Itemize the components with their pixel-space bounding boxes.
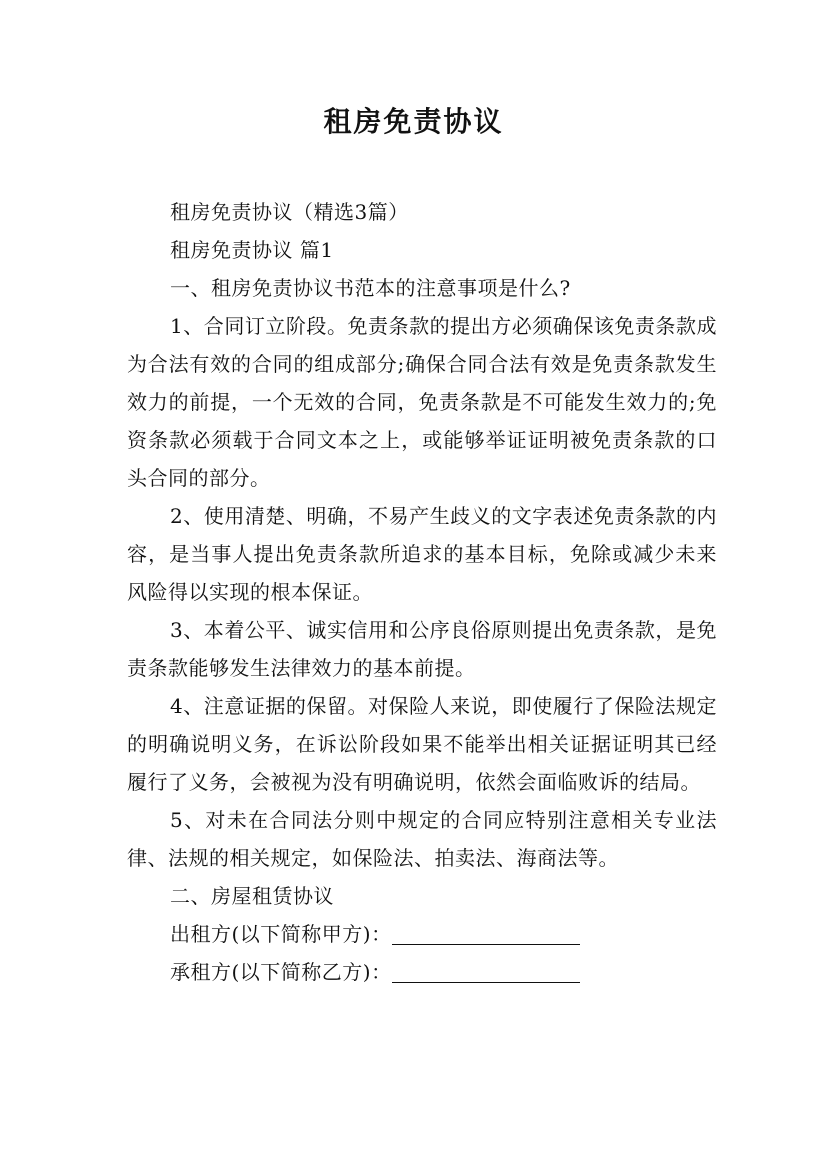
paragraph-item-1: 1、合同订立阶段。免责条款的提出方必须确保该免责条款成为合法有效的合同的组成部分;确保合同合法有效是免责条款发生效力的前提，一个无效的合同，免责条款是不可能发生效力的;免资条款必须载于合同文本之上，或能够举证证明被免责条款的口头合同的部分。 — [127, 314, 717, 490]
document-title: 租房免责协议 — [323, 105, 504, 138]
lessor-label: 出租方(以下简称甲方)： — [170, 922, 392, 946]
lessee-label: 承租方(以下简称乙方)： — [170, 960, 392, 984]
paragraph-item-4: 4、注意证据的保留。对保险人来说，即使履行了保险法规定的明确说明义务，在诉讼阶段如果不能举出相关证据证明其已经履行了义务，会被视为没有明确说明，依然会面临败诉的结局。 — [127, 694, 717, 794]
lessor-blank-field — [392, 922, 580, 945]
paragraph-item-2: 2、使用清楚、明确，不易产生歧义的文字表述免责条款的内容，是当事人提出免责条款所追求的基本目标，免除或减少未来风险得以实现的根本保证。 — [127, 504, 717, 604]
lessee-line — [127, 953, 717, 991]
paragraph-section-heading: 租房免责协议 篇1 — [170, 238, 334, 262]
paragraph-subtitle: 租房免责协议（精选3篇） — [170, 200, 409, 224]
lessor-line — [127, 915, 717, 953]
paragraph-question: 一、租房免责协议书范本的注意事项是什么? — [170, 276, 571, 300]
lessee-blank-field — [392, 960, 580, 983]
paragraph-item-5: 5、对未在合同法分则中规定的合同应特别注意相关专业法律、法规的相关规定，如保险法、拍卖法、海商法等。 — [127, 808, 717, 870]
paragraph-section-two: 二、房屋租赁协议 — [170, 884, 334, 908]
paragraph-item-3: 3、本着公平、诚实信用和公序良俗原则提出免责条款，是免责条款能够发生法律效力的基本前提。 — [127, 618, 717, 680]
document-body — [127, 193, 717, 991]
